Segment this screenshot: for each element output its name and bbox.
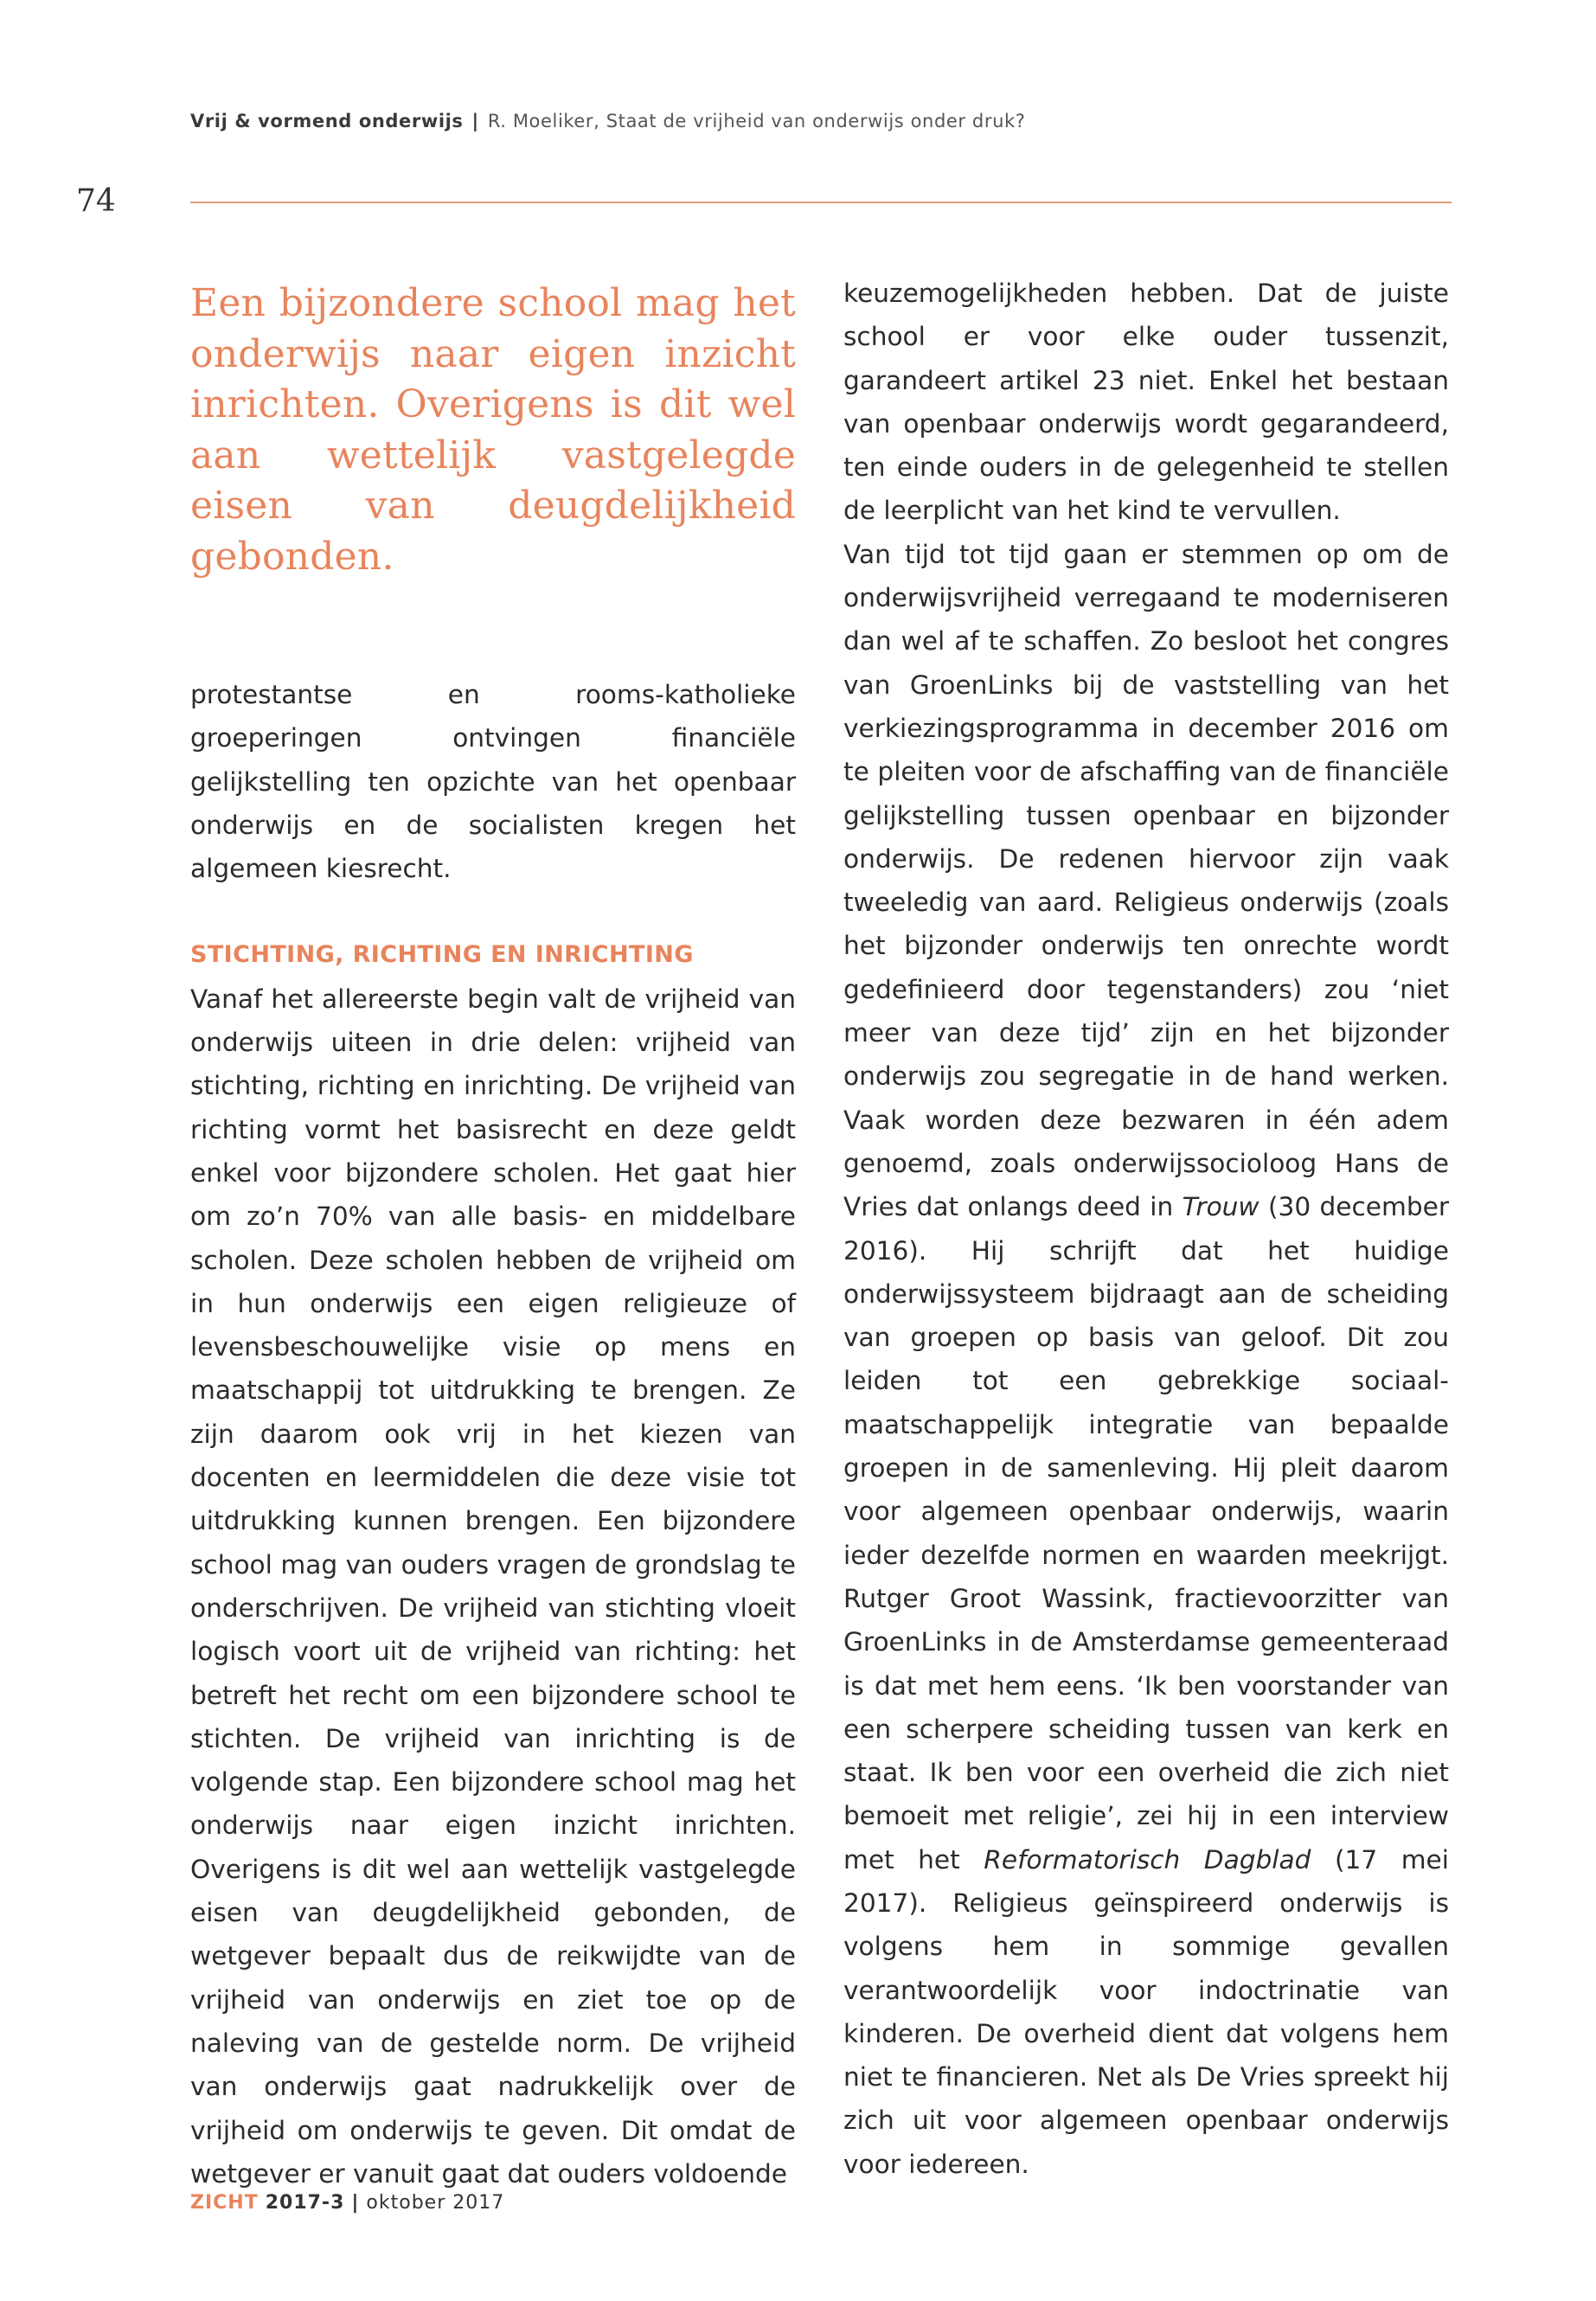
section-heading: STICHTING, RICHTING EN INRICHTING bbox=[190, 941, 694, 969]
intro-paragraph: protestantse en rooms-katholieke groeperingen ontvingen financiële gelijkstelling ten opzichte van het openbaar onderwijs en de socialisten kregen het algemeen kiesrecht. bbox=[190, 680, 796, 884]
left-column bbox=[190, 279, 796, 2195]
footer-date: oktober 2017 bbox=[366, 2192, 505, 2214]
pullquote: Een bijzondere school mag het onderwijs naar eigen inzicht inrichten. Overigens is dit wel aan wettelijk vastgelegde eisen van deugdelijkheid gebonden. bbox=[190, 281, 796, 579]
header-rule bbox=[190, 202, 1452, 203]
running-head-separator: | bbox=[471, 111, 479, 131]
reformatorisch-dagblad-title: Reformatorisch Dagblad bbox=[984, 1844, 1311, 1875]
footer-issue: 2017-3 bbox=[265, 2192, 345, 2214]
footer-separator: | bbox=[351, 2192, 360, 2214]
right-paragraph-1: keuzemogelijkheden hebben. Dat de juiste school er voor elke ouder tussenzit, garandeert artikel 23 niet. Enkel het bestaan van openbaar onderwijs wordt gegarandeerd, ten einde ouders in de gelegenheid te stellen de leerplicht van het kind te vervullen. bbox=[843, 279, 1449, 526]
right-paragraph-2-continued: (30 december 2016). Hij schrijft dat het huidige onderwijssysteem bijdraagt aan de scheiding van groepen op basis van geloof. Dit zou leiden tot een gebrekkige sociaal-maatschappelijk integratie van bepaalde groepen in de samenleving. Hij pleit daarom voor algemeen openbaar onderwijs, waarin ieder dezelfde normen en waarden meekrijgt. Rutger Groot Wassink, fractievoorzitter van GroenLinks in de Amsterdamse gemeenteraad is dat met hem eens. ‘Ik ben voorstander van een scherpere scheiding tussen van kerk en staat. Ik ben voor een overheid die zich niet bemoeit met religie’, zei hij in een interview met het bbox=[843, 1192, 1449, 1875]
right-paragraph-2-end: (17 mei 2017). Religieus geïnspireerd onderwijs is volgens hem in sommige gevallen verantwoordelijk voor indoctrinatie van kinderen. De overheid dient dat volgens hem niet te financieren. Net als De Vries spreekt hij zich uit voor algemeen openbaar onderwijs voor iedereen. bbox=[843, 1844, 1449, 2179]
right-column bbox=[843, 272, 1449, 2186]
running-head-subtitle: R. Moeliker, Staat de vrijheid van onderwijs onder druk? bbox=[487, 111, 1026, 131]
body-paragraph: Vanaf het allereerste begin valt de vrijheid van onderwijs uiteen in drie delen: vrijheid van stichting, richting en inrichting. De vrijheid van richting vormt het basisrecht en deze geldt enkel voor bijzondere scholen. Het gaat hier om zo’n 70% van alle basis- en middelbare scholen. Deze scholen hebben de vrijheid om in hun onderwijs een eigen religieuze of levensbeschouwelijke visie op mens en maatschappij tot uitdrukking te brengen. Ze zijn daarom ook vrij in het kiezen van docenten en leermiddelen die deze visie tot uitdrukking kunnen brengen. Een bijzondere school mag van ouders vragen de grondslag te onderschrijven. De vrijheid van stichting vloeit logisch voort uit de vrijheid van richting: het betreft het recht om een bijzondere school te stichten. De vrijheid van inrichting is de volgende stap. Een bijzondere school mag het onderwijs naar eigen inzicht inrichten. Overigens is dit wel aan wettelijk vastgelegde eisen van deugdelijkheid gebonden, de wetgever bepaalt dus de reikwijdte van de vrijheid van onderwijs en ziet toe op de naleving van de gestelde norm. De vrijheid van onderwijs gaat nadrukkelijk over de vrijheid om onderwijs te geven. Dit omdat de wetgever er vanuit gaat dat ouders voldoende bbox=[190, 984, 796, 2189]
right-paragraph-2 bbox=[843, 533, 1449, 2186]
footer bbox=[190, 2192, 504, 2214]
page-number: 74 bbox=[76, 183, 116, 219]
trouw-title: Trouw bbox=[1182, 1192, 1259, 1222]
footer-magazine: ZICHT bbox=[190, 2192, 259, 2214]
running-head bbox=[190, 111, 1026, 131]
right-paragraph-2-text: Van tijd tot tijd gaan er stemmen op om de onderwijsvrijheid verregaand te moderniseren dan wel af te schaffen. Zo besloot het congres van GroenLinks bij de vaststelling van het verkiezingsprogramma in december 2016 om te pleiten voor de afschaffing van de financiële gelijkstelling tussen openbaar en bijzonder onderwijs. De redenen hiervoor zijn vaak tweeledig van aard. Religieus onderwijs (zoals het bijzonder onderwijs ten onrechte wordt gedefinieerd door tegenstanders) zou ‘niet meer van deze tijd’ zijn en het bijzonder onderwijs zou segregatie in de hand werken. Vaak worden deze bezwaren in één adem genoemd, zoals onderwijssocioloog Hans de Vries dat onlangs deed in bbox=[843, 539, 1449, 1222]
running-head-title: Vrij & vormend onderwijs bbox=[190, 111, 464, 131]
